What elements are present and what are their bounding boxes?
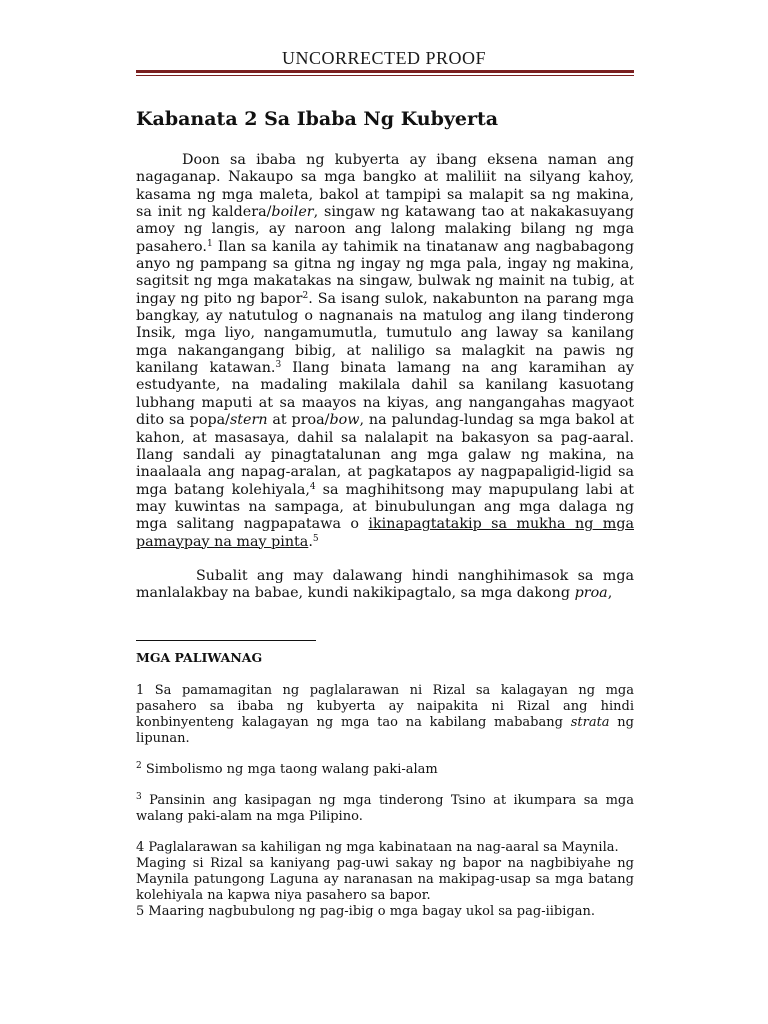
text-run: 1 Sa pamamagitan ng paglalarawan ni Rizal sa kalagayan ng mga pasahero sa ibaba ng kubyerta ay naipakita ni Rizal ang hindi konbinyenteng kalagayan ng mga tao na kabilang mababang <box>136 683 634 730</box>
footnotes-heading: MGA PALIWANAG <box>136 650 263 665</box>
text-run: . <box>308 533 313 550</box>
footnotes-section <box>136 650 634 920</box>
chapter-title: Kabanata 2 Sa Ibaba Ng Kubyerta <box>136 108 499 130</box>
underlined-phrase: ikinapagtatakip sa mukha ng mga pamaypay na may pinta <box>136 516 634 550</box>
header-rule-thick <box>136 70 634 73</box>
footnote-4: 4 Paglalarawan sa kahiligan ng mga kabinataan na nag-aaral sa Maynila. <box>136 840 619 855</box>
text-run: Simbolismo ng mga taong walang paki-alam <box>141 762 438 777</box>
footnote-separator <box>136 640 316 641</box>
text-run: sa maghihitsong may mapupulang labi at may kuwintas na sampaga, at binubulungan ang mga dalaga ng mga salitang nagpapatawa o <box>136 481 635 533</box>
footnote-5: 5 Maaring nagbubulong ng pag-ibig o mga bagay ukol sa pag-iibigan. <box>136 904 595 919</box>
footnote-marker[interactable]: 2 <box>302 290 309 301</box>
footnote-marker[interactable]: 1 <box>206 238 213 249</box>
footnote-marker[interactable]: 3 <box>275 360 282 371</box>
paragraph-2 <box>136 568 634 603</box>
italic-term: bow <box>329 412 360 429</box>
uncorrected-proof-header: UNCORRECTED PROOF <box>281 48 487 68</box>
footnote-1 <box>136 683 634 747</box>
footnote-marker[interactable]: 4 <box>309 481 316 492</box>
footnote-2 <box>136 762 634 778</box>
text-run: Subalit ang may dalawang hindi nanghihimasok sa mga manlalakbay na babae, kundi nakikipagtalo, sa mga dakong <box>136 567 634 602</box>
text-run: ng lipunan. <box>136 715 634 746</box>
italic-term: stern <box>229 412 268 429</box>
chapter-body <box>136 152 634 603</box>
text-run: , singaw ng katawang tao at nakakasuyang amoy ng langis, ay naroon ang lalong malaking bilang ng mga pasahero. <box>136 204 634 255</box>
paragraph-1 <box>136 152 634 551</box>
italic-term: proa <box>574 585 608 602</box>
text-run: Ilan sa kanila ay tahimik na tinatanaw ang nagbabagong anyo ng pampang sa gitna ng ingay ng mga pala, ingay ng makina, sagitsit ng mga makatakas na singaw, bulwak ng mainit na tubig, at ingay ng pito ng bapor <box>136 238 634 307</box>
footnote-number: 3 <box>136 792 142 802</box>
footnote-4-continued: Maging si Rizal sa kaniyang pag-uwi sakay ng bapor na nagbibiyahe ng Maynila patungong Laguna ay naranasan na makipag-usap sa mga batang kolehiyala na kapwa niya pasahero sa bapor. <box>136 856 634 903</box>
footnote-marker[interactable]: 5 <box>312 533 319 544</box>
italic-term: boiler <box>271 204 314 221</box>
text-run: Pansinin ang kasipagan ng mga tinderong Tsino at ikumpara sa mga walang paki-alam na mga Pilipino. <box>136 793 634 824</box>
text-run: , <box>607 585 613 602</box>
footnote-number: 2 <box>136 761 142 771</box>
text-run: , na palundag-lundag sa mga bakol at kahon, at masasaya, dahil sa nalalapit na bakasyon sa pag-aaral. Ilang sandali ay pinagtatalunan ang mga galaw ng makina, na inaalaala ang napag-aralan, at pagkatapos ay nagpapaligid-ligid sa mga batang kolehiyala, <box>136 412 635 498</box>
italic-term: strata <box>570 715 610 730</box>
header-rule-thin <box>136 75 634 76</box>
text-run: . Sa isang sulok, nakabunton na parang mga bangkay, ay natutulog o nagnanais na matulog ang ilang tinderong Insik, mga liyo, nangamumutla, tumutulo ang laway sa kanilang mga nakangangang bibig, at naliligo sa malagkit na pawis ng kanilang katawan. <box>136 290 634 377</box>
text-run: Ilang binata lamang na ang karamihan ay estudyante, na madaling makilala dahil sa kanilang kasuotang lubhang maputi at sa maayos na kiyas, ang nangangahas magyaot dito sa popa/ <box>136 360 634 429</box>
text-run: Doon sa ibaba ng kubyerta ay ibang eksena naman ang nagaganap. Nakaupo sa mga bangko at maliliit na silyang kahoy, kasama ng mga maleta, bakol at tampipi sa malapit sa ng makina, sa init ng kaldera/ <box>136 152 634 221</box>
text-run: at proa/ <box>267 412 330 429</box>
footnote-3 <box>136 793 634 825</box>
